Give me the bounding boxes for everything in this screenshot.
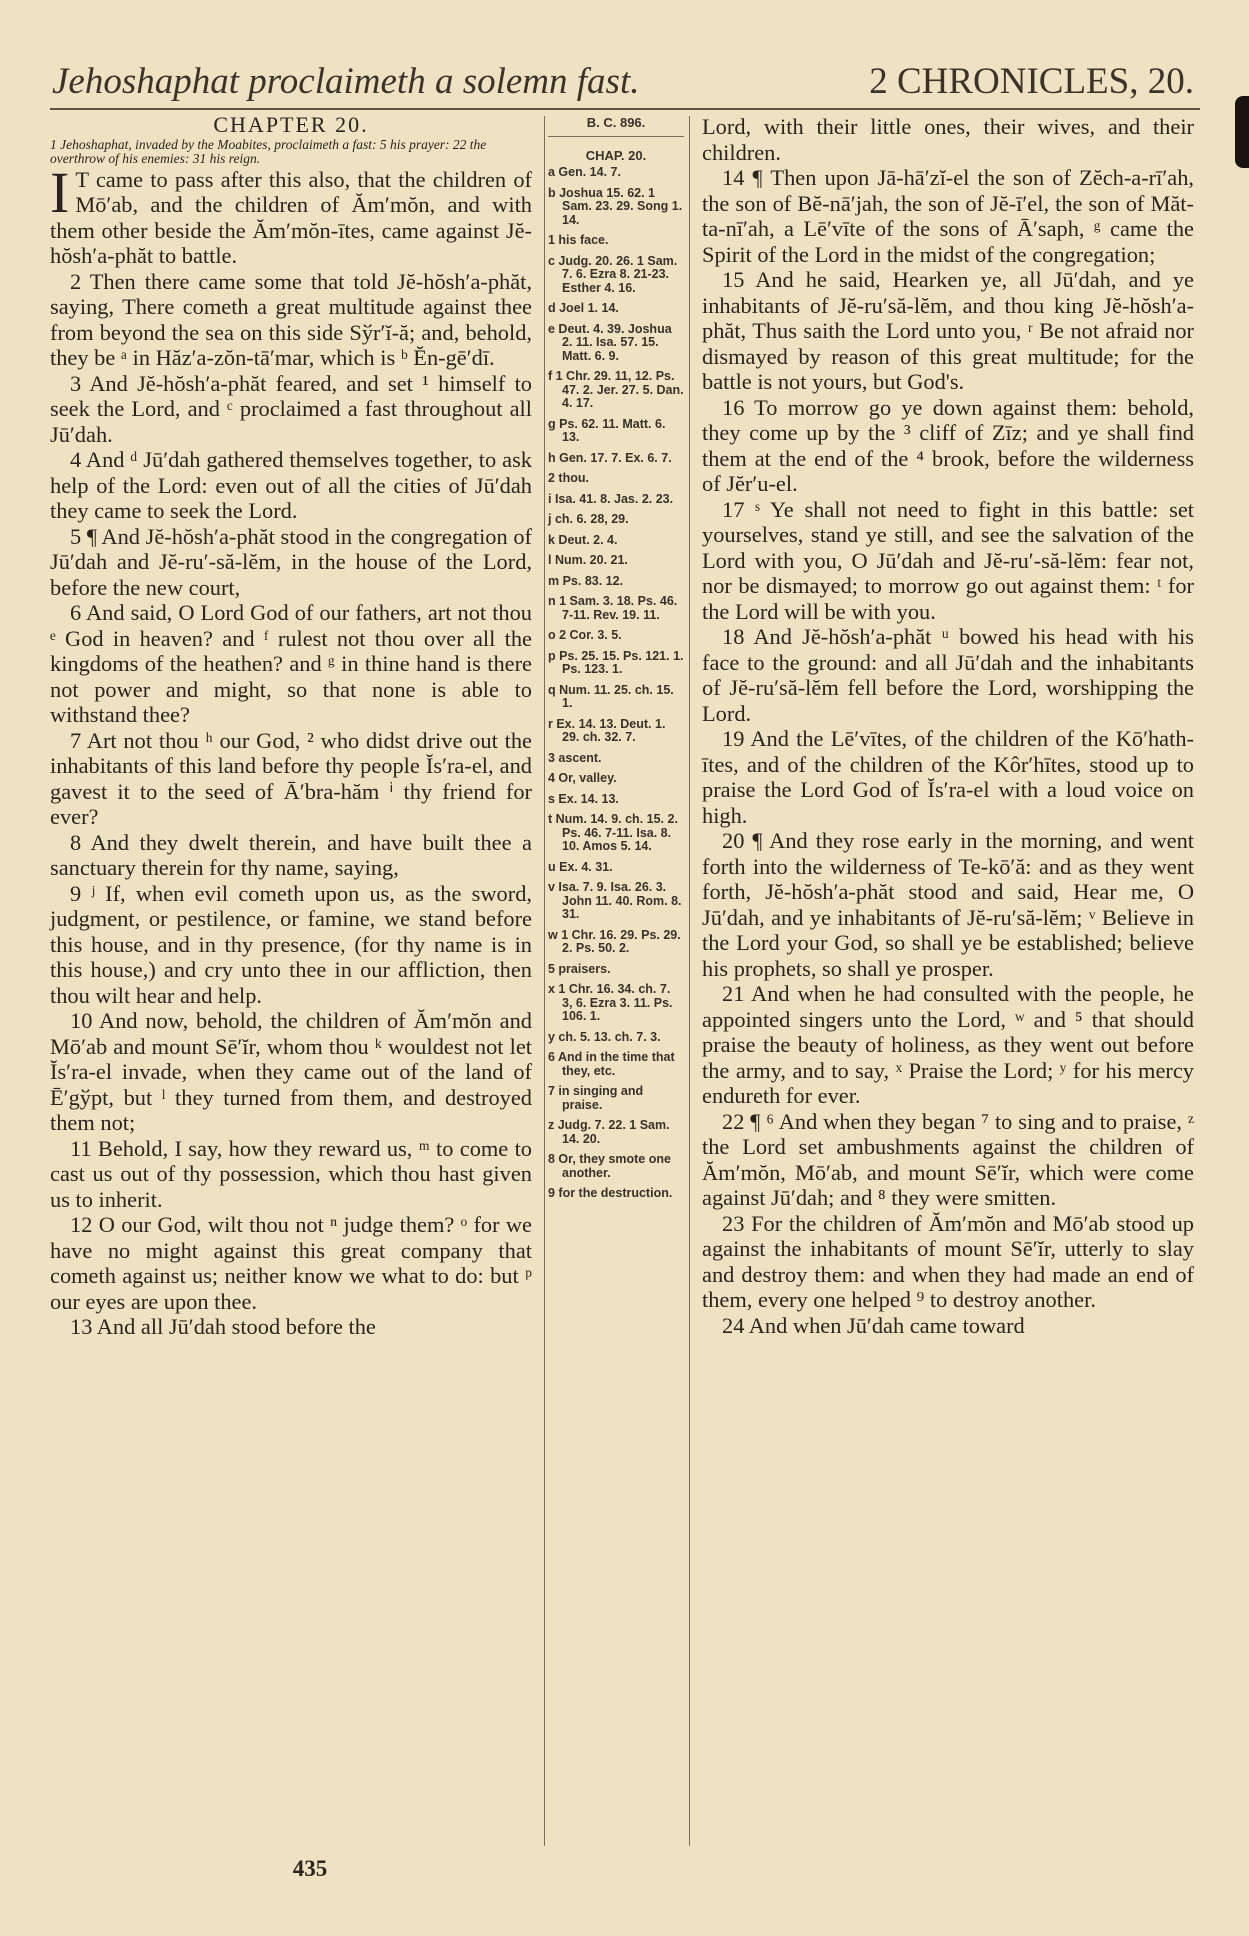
margin-ref: 8 Or, they smote one another.	[548, 1152, 671, 1180]
margin-ref: p Ps. 25. 15. Ps. 121. 1. Ps. 123. 1.	[548, 648, 684, 676]
verse: 5 ¶ And Jĕ-hŏsh′a-phăt stood in the congregation of Jū′dah and Jĕ-ru′-să-lĕm, in the house of the Lord, before the new court,	[50, 523, 532, 600]
margin-ref: n 1 Sam. 3. 18. Ps. 46. 7-11. Rev. 19. 11.	[548, 594, 678, 622]
running-head-book: 2 CHRONICLES, 20.	[869, 61, 1194, 102]
verse: Lord, with their little ones, their wives, and their children.	[702, 114, 1194, 165]
verse-1	[50, 159, 532, 269]
margin-ref: z Judg. 7. 22. 1 Sam. 14. 20.	[548, 1118, 670, 1146]
margin-ref: t Num. 14. 9. ch. 15. 2. Ps. 46. 7-11. Isa. 8. 10. Amos 5. 14.	[548, 812, 678, 853]
verse: 4 And ᵈ Jū′dah gathered themselves together, to ask help of the Lord: even out of all the cities of Jū′dah they came to seek the Lord.	[50, 447, 532, 523]
margin-ref: 5 praisers.	[548, 961, 611, 976]
column-divider-right	[689, 116, 690, 1846]
margin-ref: r Ex. 14. 13. Deut. 1. 29. ch. 32. 7.	[548, 716, 666, 744]
margin-ref: g Ps. 62. 11. Matt. 6. 13.	[548, 416, 666, 444]
margin-ref: i Isa. 41. 8. Jas. 2. 23.	[548, 491, 674, 506]
left-column	[50, 112, 532, 1340]
date-note: B. C. 896.	[548, 116, 684, 137]
column-divider-left	[544, 116, 545, 1846]
verse: 2 Then there came some that told Jĕ-hŏsh′a-phăt, saying, There cometh a great multitude against thee from beyond the sea on this side Sўr′ĭ-ă; and, behold, they be ᵃ in Hăz′a-zŏn-tā′mar, which is ᵇ Ĕn-gē′dī.	[50, 268, 532, 370]
dropcap: I	[50, 159, 70, 225]
margin-ref: u Ex. 4. 31.	[548, 859, 613, 874]
verse: 23 For the children of Ăm′mŏn and Mō′ab stood up against the inhabitants of mount Sē′ĭr, utterly to slay and destroy them: and when they had made an end of them, every one helped ⁹ to destroy another.	[702, 1210, 1194, 1312]
verse: 11 Behold, I say, how they reward us, ᵐ to come to cast us out of thy possession, which thou hast given us to inherit.	[50, 1135, 532, 1212]
verse: 9 ʲ If, when evil cometh upon us, as the sword, judgment, or pestilence, or famine, we stand before this house, and in thy presence, (for thy name is in this house,) and cry unto thee in our affliction, then thou wilt hear and help.	[50, 880, 532, 1008]
verse: 6 And said, O Lord God of our fathers, art not thou ᵉ God in heaven? and ᶠ rulest not thou over all the kingdoms of the heathen? and ᵍ in thine hand is there not power and might, so that none is able to withstand thee?	[50, 600, 532, 727]
verse: 16 To morrow go ye down against them: behold, they come up by the ³ cliff of Zīz; and ye shall find them at the end of the ⁴ brook, before the wilderness of Jĕr′u-el.	[702, 394, 1194, 496]
margin-ref: 6 And in the time that they, etc.	[548, 1050, 675, 1078]
margin-ref: 4 Or, valley.	[548, 771, 617, 785]
margin-ref: l Num. 20. 21.	[548, 553, 628, 567]
verse: 20 ¶ And they rose early in the morning, and went forth into the wilderness of Te-kō′ă: and as they went forth, Jĕ-hŏsh′a-phăt stood and said, Hear me, O Jū′dah, and ye inhabitants of Jĕ-ru′să-lĕm; ᵛ Believe in the Lord your God, so shall ye be established; believe his prophets, so shall ye prosper.	[702, 828, 1194, 981]
margin-ref: h Gen. 17. 7. Ex. 6. 7.	[548, 450, 672, 465]
margin-ref: x 1 Chr. 16. 34. ch. 7. 3, 6. Ezra 3. 11. Ps. 106. 1.	[548, 982, 673, 1023]
margin-ref: y ch. 5. 13. ch. 7. 3.	[548, 1029, 661, 1044]
verse: 14 ¶ Then upon Jā-hā′zĭ-el the son of Zĕch-a-rī′ah, the son of Bĕ-nā′jah, the son of Jĕ-ī′el, the son of Măt-ta-nī′ah, a Lē′vīte of the sons of Ā′saph, ᵍ came the Spirit of the Lord in the midst of the congregation;	[702, 165, 1194, 267]
verse: 22 ¶ ⁶ And when they began ⁷ to sing and to praise, ᶻ the Lord set ambushments against the children of Ăm′mŏn, Mō′ab, and mount Sē′ĭr, which were come against Jū′dah; and ⁸ they were smitten.	[702, 1108, 1194, 1210]
margin-ref: w 1 Chr. 16. 29. Ps. 29. 2. Ps. 50. 2.	[548, 927, 681, 955]
margin-ref: 1 his face.	[548, 233, 609, 247]
verse: 21 And when he had consulted with the people, he appointed singers unto the Lord, ʷ and ⁵ that should praise the beauty of holiness, as they went out before the army, and to say, ˣ Praise the Lord; ʸ for his mercy endureth for ever.	[702, 981, 1194, 1108]
margin-ref: a Gen. 14. 7.	[548, 165, 621, 179]
margin-ref: d Joel 1. 14.	[548, 301, 619, 315]
verse: 17 ˢ Ye shall not need to fight in this battle: set yourselves, stand ye still, and see the salvation of the Lord with you, O Jū′dah and Jĕ-ru′-să-lĕm: fear not, nor be dismayed; to morrow go out against them: ᵗ for the Lord will be with you.	[702, 496, 1194, 624]
margin-ref: v Isa. 7. 9. Isa. 26. 3. John 11. 40. Rom. 8. 31.	[548, 880, 682, 921]
verse: 18 And Jĕ-hŏsh′a-phăt ᵘ bowed his head with his face to the ground: and all Jū′dah and the inhabitants of Jĕ-ru′să-lĕm fell before the Lord, worshipping the Lord.	[702, 624, 1194, 726]
margin-ref: f 1 Chr. 29. 11, 12. Ps. 47. 2. Jer. 27. 5. Dan. 4. 17.	[548, 369, 684, 410]
verse: 13 And all Jū′dah stood before the	[70, 1314, 376, 1339]
margin-ref: c Judg. 20. 26. 1 Sam. 7. 6. Ezra 8. 21-23. Esther 4. 16.	[548, 253, 678, 295]
verse-1-text: T came to pass after this also, that the children of Mō′ab, and the children of Ăm′mŏn, and with them other beside the Ăm′mŏn-ītes, came against Jĕ-hŏsh′a-phăt to battle.	[50, 166, 532, 268]
margin-ref: 9 for the destruction.	[548, 1186, 673, 1200]
page-tab	[1235, 96, 1249, 168]
verse: 15 And he said, Hearken ye, all Jū′dah, and ye inhabitants of Jĕ-ru′să-lĕm, and thou king Jĕ-hŏsh′a-phăt, Thus saith the Lord unto you, ʳ Be not afraid nor dismayed by reason of this great multitude; for the battle is not yours, but God's.	[702, 267, 1194, 394]
chapter-summary: 1 Jehoshaphat, invaded by the Moabites, proclaimeth a fast: 5 his prayer: 22 the overthrow of his enemies: 31 his reign.	[50, 136, 487, 166]
margin-ref: m Ps. 83. 12.	[548, 573, 624, 588]
reference-margin	[548, 116, 684, 1208]
margin-ref: o 2 Cor. 3. 5.	[548, 628, 622, 642]
right-column	[702, 114, 1194, 1338]
verse: 10 And now, behold, the children of Ăm′mŏn and Mō′ab and mount Sē′ĭr, whom thou ᵏ wouldest not let Ĭs′ra-el invade, when they came out of the land of Ē′gўpt, but ˡ they turned from them, and destroyed them not;	[50, 1008, 532, 1135]
margin-ref: 2 thou.	[548, 471, 589, 485]
verse: 8 And they dwelt therein, and have built thee a sanctuary therein for thy name, saying,	[50, 829, 532, 880]
margin-ref: s Ex. 14. 13.	[548, 791, 619, 806]
verse: 24 And when Jū′dah came toward	[722, 1312, 1025, 1338]
verse: 12 O our God, wilt thou not ⁿ judge them? ᵒ for we have no might against this great company that cometh against us; neither know we what to do: but ᵖ our eyes are upon thee.	[50, 1212, 532, 1314]
running-head-title: Jehoshaphat proclaimeth a solemn fast.	[52, 61, 640, 102]
margin-ref: j ch. 6. 28, 29.	[548, 512, 629, 526]
verse: 7 Art not thou ʰ our God, ² who didst drive out the inhabitants of this land before thy people Ĭs′ra-el, and gavest it to the seed of Ā′bra-hăm ⁱ thy friend for ever?	[50, 727, 532, 829]
margin-ref: e Deut. 4. 39. Joshua 2. 11. Isa. 57. 15. Matt. 6. 9.	[548, 321, 672, 363]
page-number: 435	[292, 1856, 328, 1881]
chapter-title: CHAPTER 20.	[213, 112, 369, 137]
margin-ref: 3 ascent.	[548, 750, 602, 765]
margin-ref: 7 in singing and praise.	[548, 1084, 644, 1112]
verse: 3 And Jĕ-hŏsh′a-phăt feared, and set ¹ himself to seek the Lord, and ᶜ proclaimed a fast throughout all Jū′dah.	[50, 370, 532, 447]
header-rule	[50, 108, 1200, 110]
margin-ref: k Deut. 2. 4.	[548, 532, 618, 547]
margin-ref: b Joshua 15. 62. 1 Sam. 23. 29. Song 1. 14.	[548, 185, 683, 227]
margin-chapter: CHAP. 20.	[585, 147, 647, 163]
verse: 19 And the Lē′vītes, of the children of the Kō′hath-ītes, and of the children of the Kôr′hītes, stood up to praise the Lord God of Ĭs′ra-el with a loud voice on high.	[702, 726, 1194, 828]
margin-ref: q Num. 11. 25. ch. 15. 1.	[548, 682, 674, 710]
